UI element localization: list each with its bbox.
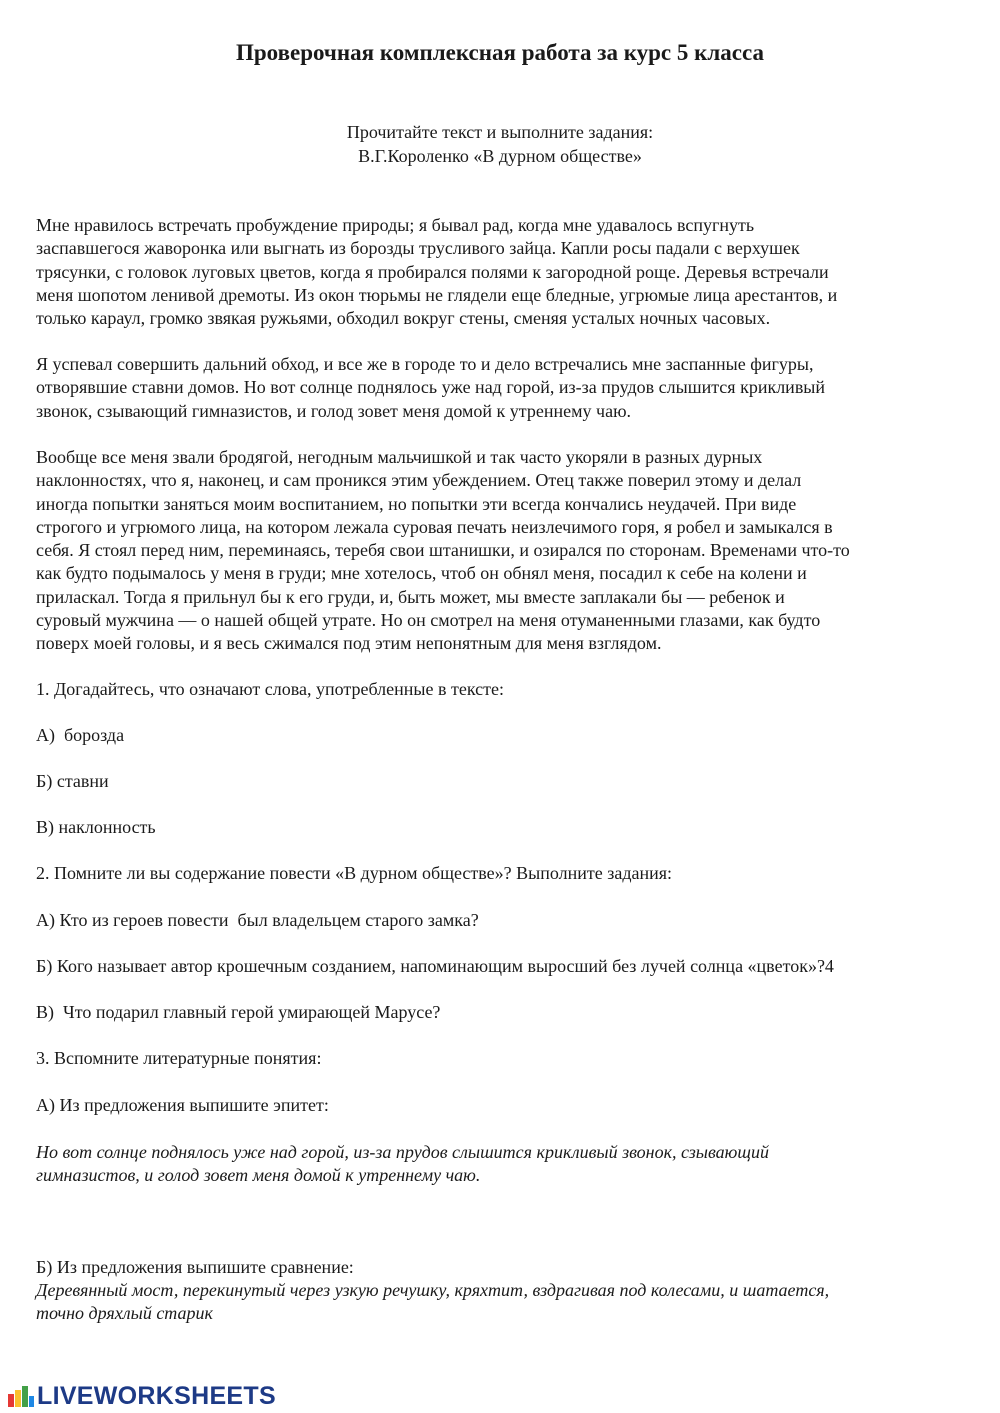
instruction-line: Прочитайте текст и выполните задания:	[346, 122, 654, 142]
task-3-quote-b: Деревянный мост, перекинутый через узкую речушку, кряхтит, вздрагивая под колесами, и шатается, точно дряхлый старик	[36, 1280, 830, 1324]
task-3-quote-a: Но вот солнце поднялось уже над горой, из-за прудов слышится крикливый звонок, сзывающий гимназистов, и голод зовет меня домой к утреннему чаю.	[36, 1142, 769, 1186]
task-1-item-a: А) борозда	[36, 725, 125, 745]
task-2-item-a: А) Кто из героев повести был владельцем старого замка?	[36, 910, 479, 930]
logo-mark-icon	[7, 1384, 35, 1408]
source-line: В.Г.Короленко «В дурном обществе»	[358, 146, 642, 166]
task-3-item-b: Б) Из предложения выпишите сравнение:	[36, 1257, 354, 1277]
task-1-item-c: В) наклонность	[36, 817, 156, 837]
task-1-heading: 1. Догадайтесь, что означают слова, употребленные в тексте:	[36, 679, 504, 699]
task-2-heading: 2. Помните ли вы содержание повести «В дурном обществе»? Выполните задания:	[36, 863, 673, 883]
task-2-item-b: Б) Кого называет автор крошечным созданием, напоминающим выросший без лучей солнца «цветок»?4	[36, 956, 834, 976]
liveworksheets-logo	[7, 1381, 276, 1411]
text-paragraph-2: Я успевал совершить дальний обход, и все же в городе то и дело встречались мне заспанные фигуры, отворявшие ставни домов. Но вот солнце поднялось уже над горой, из-за прудов слышится крикливый звонок, сзывающий гимназистов, и голод зовет меня домой к утреннему чаю.	[36, 354, 826, 421]
task-3-item-a: А) Из предложения выпишите эпитет:	[36, 1095, 329, 1115]
text-paragraph-1: Мне нравилось встречать пробуждение природы; я бывал рад, когда мне удавалось вспугнуть заспавшегося жаворонка или выгнать из борозды трусливого зайца. Капли росы падали с верхушек трясунки, с головок луговых цветов, когда я пробирался полями к загородной роще. Деревья встречали меня шопотом ленивой дремоты. Из окон тюрьмы не глядели еще бледные, угрюмые лица арестантов, и только караул, громко звякая ружьями, обходил вокруг стены, сменяя усталых ночных часовых.	[36, 215, 838, 329]
task-2-item-c: В) Что подарил главный герой умирающей Марусе?	[36, 1002, 441, 1022]
text-paragraph-3: Вообще все меня звали бродягой, негодным мальчишкой и так часто укоряли в разных дурных наклонностях, что я, наконец, и сам проникся этим убеждением. Отец также поверил этому и делал иногда попытки заняться моим воспитанием, но попытки эти всегда кончались неудачей. При виде строгого и угрюмого лица, на котором лежала суровая печать неизлечимого горя, я робел и замыкался в себя. Я стоял перед ним, переминаясь, теребя свои штанишки, и озирался по сторонам. Временами что-то как будто подымалось у меня в груди; мне хотелось, чтоб он обнял меня, посадил к себе на колени и приласкал. Тогда я прильнул бы к его груди, и, быть может, мы вместе заплакали бы — ребенок и суровый мужчина — о нашей общей утрате. Но он смотрел на меня отуманенными глазами, как будто поверх моей головы, и я весь сжимался под этим непонятным для меня взглядом.	[36, 447, 850, 654]
task-3-heading: 3. Вспомните литературные понятия:	[36, 1048, 322, 1068]
page-title: Проверочная комплексная работа за курс 5 класса	[235, 40, 764, 65]
task-1-item-b: Б) ставни	[36, 771, 109, 791]
logo-text: LIVEWORKSHEETS	[37, 1381, 276, 1410]
